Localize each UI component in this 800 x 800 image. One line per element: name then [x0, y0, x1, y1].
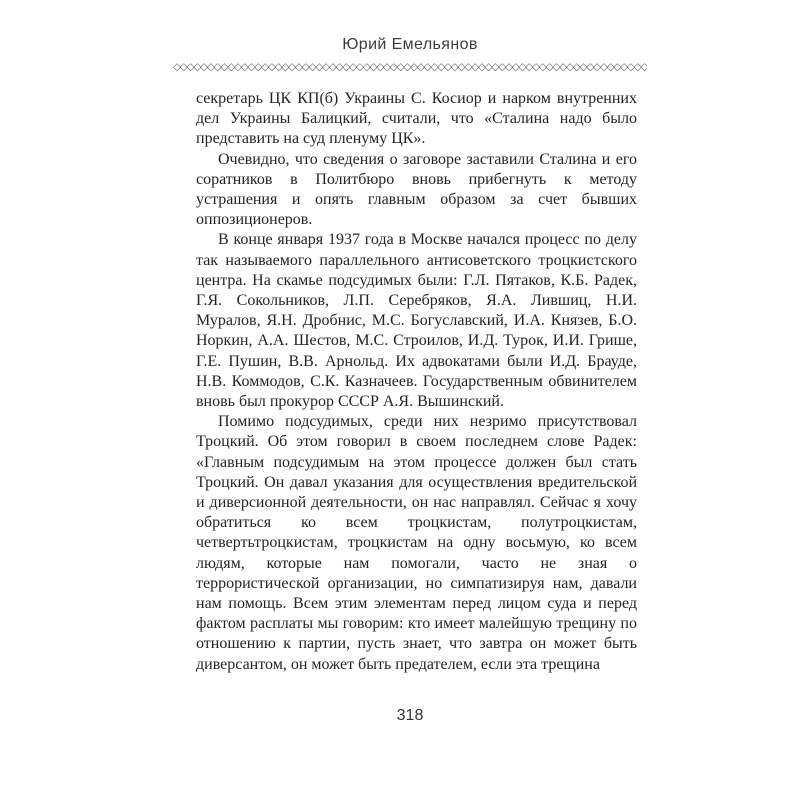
body-paragraph: секретарь ЦК КП(б) Украины С. Косиор и нарком внутренних дел Украины Балицкий, считали, что «Сталина надо было представить на суд пленуму ЦК». [196, 90, 637, 148]
running-header: Юрий Емельянов [342, 36, 478, 53]
body-paragraph: Помимо подсудимых, среди них незримо присутствовал Троцкий. Об этом говорил в своем последнем слове Радек: «Главным подсудимым на этом процессе должен был стать Троцкий. Он давал указания для осуществления вредительской и диверсионной деятельности, он нас направлял. Сейчас я хочу обратиться ко всем троцкистам, полутроцкистам, четвертьтроцкистам, троцкистам на одну восьмую, ко всем людям, которые нам помогали, часто не зная о террористической организации, но симпатизируя нам, давали нам помощь. Всем этим элементам перед лицом суда и перед фактом расплаты мы говорим: кто имеет малейшую трещину по отношению к партии, пусть знает, что завтра он может быть диверсантом, он может быть предателем, если эта трещина [196, 413, 637, 673]
body-text [196, 89, 637, 675]
body-paragraph: В конце января 1937 года в Москве начался процесс по делу так называемого параллельного антисоветского троцкистского центра. На скамье подсудимых были: Г.Л. Пятаков, К.Б. Радек, Г.Я. Сокольников, Л.П. Серебряков, Я.А. Лившиц, Н.И. Муралов, Я.Н. Дробнис, М.С. Богуславский, И.А. Князев, Б.О. Норкин, А.А. Шестов, М.С. Строилов, И.Д. Турок, И.И. Грише, Г.Е. Пушин, В.В. Арнольд. Их адвокатами были И.Д. Брауде, Н.В. Коммодов, С.К. Казначеев. Государственным обвинителем вновь был прокурор СССР А.Я. Вышинский. [196, 231, 637, 411]
body-paragraph: Очевидно, что сведения о заговоре заставили Сталина и его соратников в Политбюро вновь прибегнуть к методу устрашения и опять главным образом за счет бывших оппозиционеров. [196, 150, 637, 229]
page-number: 318 [396, 707, 424, 724]
ornament-divider: ◇◇◇◇◇◇◇◇◇◇◇◇◇◇◇◇◇◇◇◇◇◇◇◇◇◇◇◇◇◇◇◇◇◇◇◇◇◇◇◇◇◇◇◇◇◇◇◇◇◇◇◇◇◇◇◇◇◇◇◇◇◇◇◇◇◇◇◇◇◇ [173, 61, 647, 73]
